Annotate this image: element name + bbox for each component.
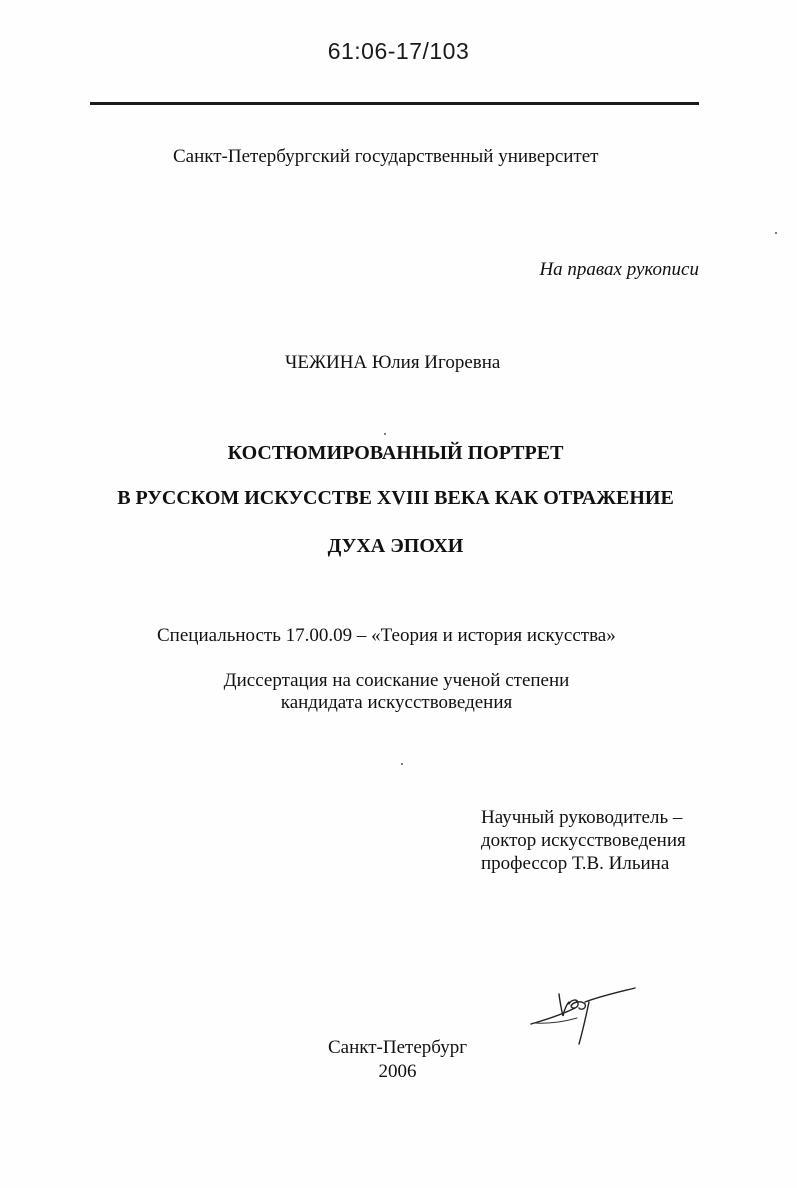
supervisor-line-2: доктор искусствоведения xyxy=(481,830,686,851)
year: 2006 xyxy=(378,1061,417,1082)
title-line-3: ДУХА ЭПОХИ xyxy=(327,535,464,557)
supervisor-line-1: Научный руководитель – xyxy=(481,807,683,828)
specialty: Специальность 17.00.09 – «Теория и история искусства» xyxy=(157,625,616,646)
scan-speck xyxy=(775,232,777,234)
catalog-number: 61:06-17/103 xyxy=(327,38,470,64)
scan-speck xyxy=(384,433,386,435)
degree-block xyxy=(0,670,797,714)
title-line-2: В РУССКОМ ИСКУССТВЕ XVIII ВЕКА КАК ОТРАЖЕНИЕ xyxy=(117,487,674,509)
header-divider xyxy=(90,102,699,105)
degree-line-1: Диссертация на соискание ученой степени xyxy=(223,670,570,691)
supervisor-line-3: профессор Т.В. Ильина xyxy=(481,853,670,874)
author-name: ЧЕЖИНА Юлия Игоревна xyxy=(285,352,501,373)
scan-speck xyxy=(401,763,403,765)
degree-line-2: кандидата искусствоведения xyxy=(280,692,513,713)
city: Санкт-Петербург xyxy=(327,1037,467,1058)
title-line-1: КОСТЮМИРОВАННЫЙ ПОРТРЕТ xyxy=(227,442,564,464)
supervisor-block xyxy=(479,806,686,875)
rights-note: На правах рукописи xyxy=(539,259,699,280)
city-year-block xyxy=(0,1036,797,1084)
university-name: Санкт-Петербургский государственный университет xyxy=(173,146,599,167)
